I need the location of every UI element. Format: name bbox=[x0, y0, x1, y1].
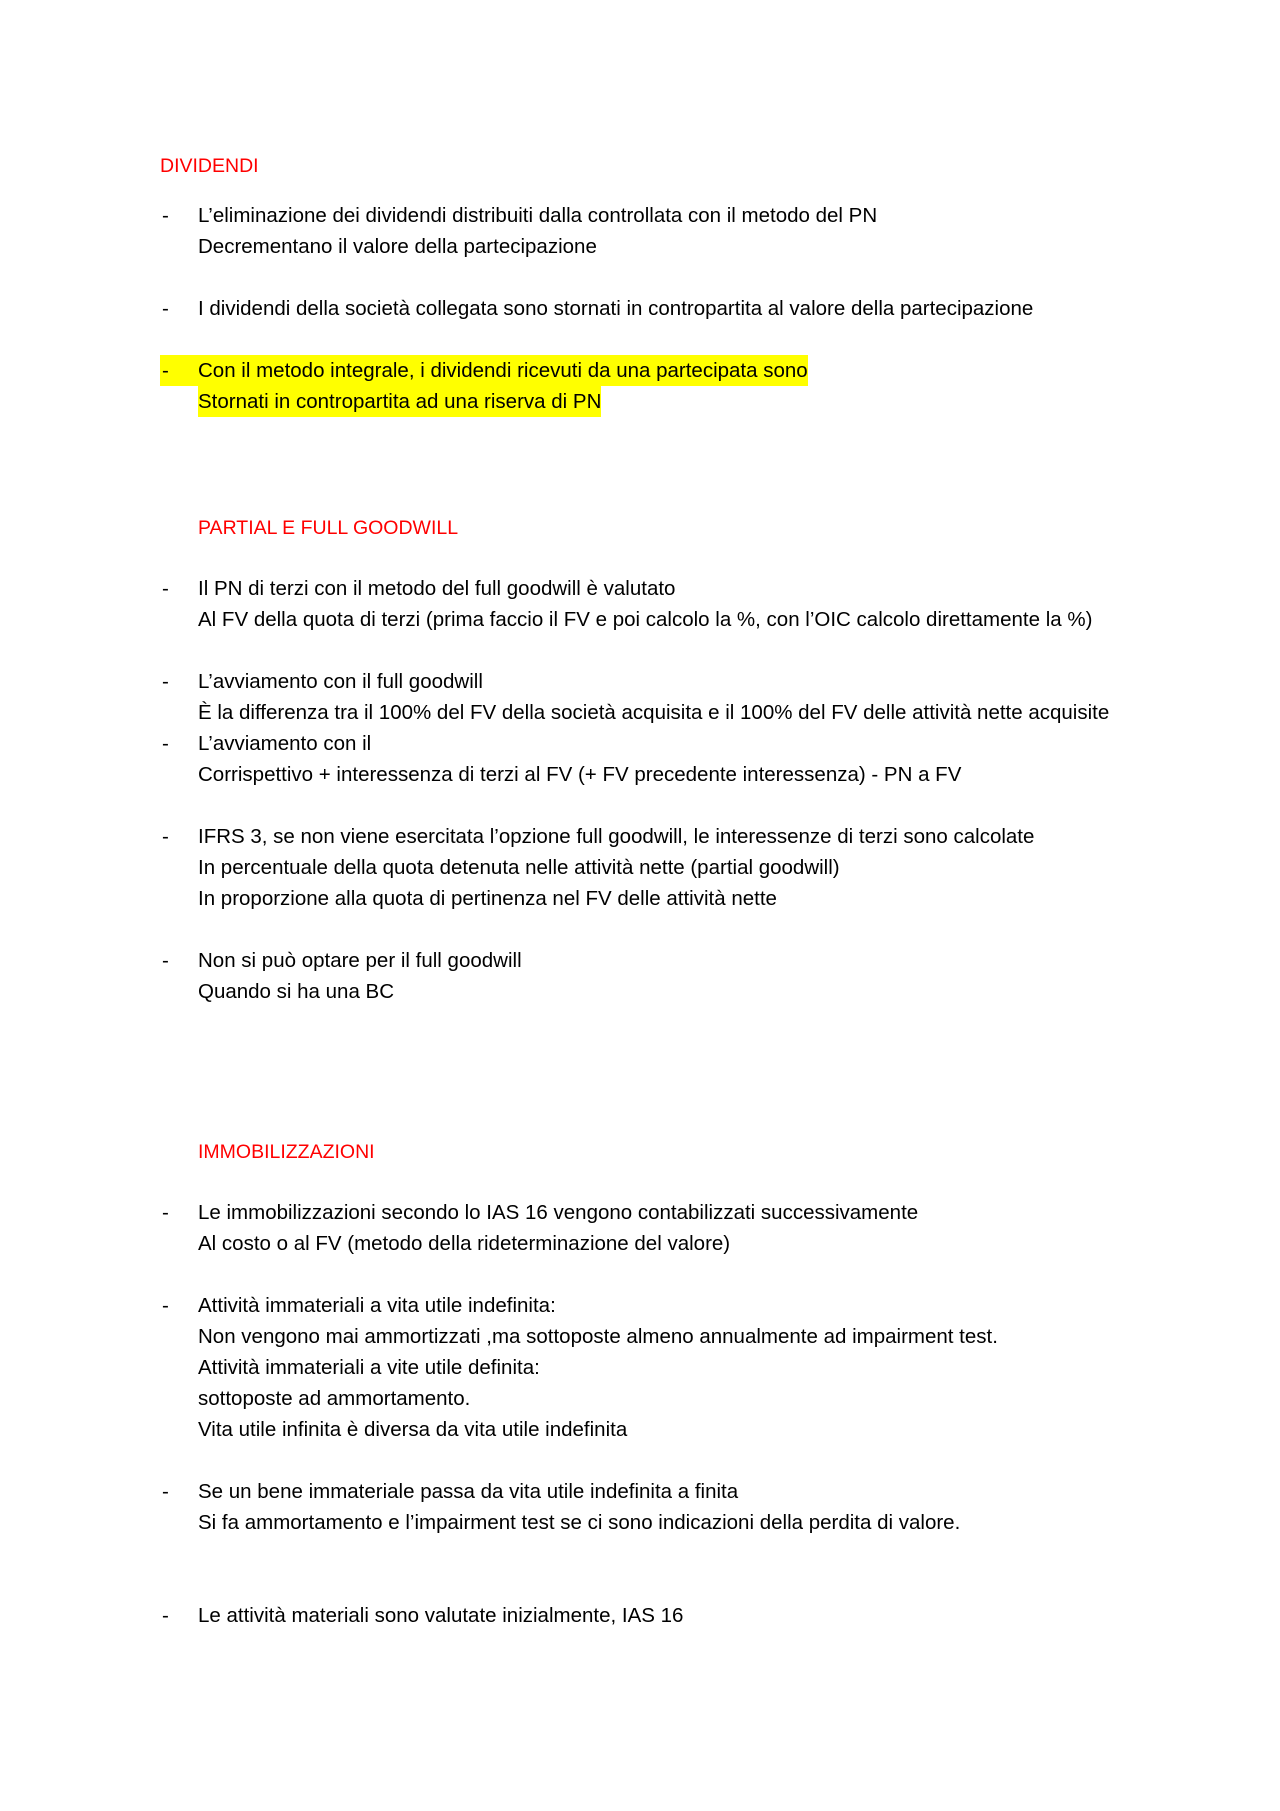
list-item-line: Il PN di terzi con il metodo del full goodwill è valutato bbox=[198, 577, 676, 600]
list-item-line: L’eliminazione dei dividendi distribuiti dalla controllata con il metodo del PN bbox=[198, 204, 878, 227]
list-item-line: Attività immateriali a vita utile indefinita: bbox=[198, 1294, 556, 1317]
list-item-line: L’avviamento con il bbox=[198, 732, 372, 755]
list-item-line: In proporzione alla quota di pertinenza nel FV delle attività nette bbox=[198, 887, 777, 910]
bullet-dash: - bbox=[162, 297, 169, 320]
section-heading-dividendi: DIVIDENDI bbox=[160, 155, 259, 177]
list-item-line: Corrispettivo + interessenza di terzi al FV (+ FV precedente interessenza) - PN a FV bbox=[198, 763, 962, 786]
list-item-line: Decrementano il valore della partecipazione bbox=[198, 235, 597, 258]
list-item-line: Attività immateriali a vite utile definita: bbox=[198, 1356, 540, 1379]
list-item-line: L’avviamento con il full goodwill bbox=[198, 670, 483, 693]
list-item-line: Non vengono mai ammortizzati ,ma sottoposte almeno annualmente ad impairment test. bbox=[198, 1325, 998, 1348]
list-item-line: IFRS 3, se non viene esercitata l’opzione full goodwill, le interessenze di terzi sono calcolate bbox=[198, 825, 1035, 848]
bullet-dash: - bbox=[162, 1604, 169, 1627]
list-item-line: È la differenza tra il 100% del FV della società acquisita e il 100% del FV delle attività nette acquisite bbox=[198, 701, 1110, 724]
bullet-dash: - bbox=[162, 359, 169, 382]
bullet-dash: - bbox=[162, 732, 169, 755]
bullet-dash: - bbox=[162, 1201, 169, 1224]
list-item-line: Al costo o al FV (metodo della rideterminazione del valore) bbox=[198, 1232, 731, 1255]
highlighted-list-item-line: Stornati in contropartita ad una riserva di PN bbox=[198, 386, 601, 417]
bullet-dash: - bbox=[162, 670, 169, 693]
list-item-line: Se un bene immateriale passa da vita utile indefinita a finita bbox=[198, 1480, 739, 1503]
highlighted-list-item-line: Con il metodo integrale, i dividendi ricevuti da una partecipata sono bbox=[198, 355, 808, 386]
list-item-line: In percentuale della quota detenuta nelle attività nette (partial goodwill) bbox=[198, 856, 840, 879]
section-heading-partial-full-goodwill: PARTIAL E FULL GOODWILL bbox=[198, 517, 459, 539]
list-item-line: I dividendi della società collegata sono stornati in contropartita al valore della partecipazione bbox=[198, 297, 1034, 320]
bullet-dash: - bbox=[162, 577, 169, 600]
list-item-line: Si fa ammortamento e l’impairment test se ci sono indicazioni della perdita di valore. bbox=[198, 1511, 961, 1534]
list-item-line: Quando si ha una BC bbox=[198, 980, 395, 1003]
bullet-dash: - bbox=[162, 204, 169, 227]
bullet-dash: - bbox=[162, 1480, 169, 1503]
list-item-line: Le immobilizzazioni secondo lo IAS 16 vengono contabilizzati successivamente bbox=[198, 1201, 919, 1224]
bullet-dash: - bbox=[162, 949, 169, 972]
section-heading-immobilizzazioni: IMMOBILIZZAZIONI bbox=[198, 1141, 375, 1163]
list-item-line: Non si può optare per il full goodwill bbox=[198, 949, 522, 972]
list-item-line: Le attività materiali sono valutate inizialmente, IAS 16 bbox=[198, 1604, 684, 1627]
bullet-dash: - bbox=[162, 825, 169, 848]
bullet-dash: - bbox=[162, 1294, 169, 1317]
list-item-line: Vita utile infinita è diversa da vita utile indefinita bbox=[198, 1418, 628, 1441]
list-item-line: Al FV della quota di terzi (prima faccio il FV e poi calcolo la %, con l’OIC calcolo direttamente la %) bbox=[198, 608, 1093, 631]
list-item-line: sottoposte ad ammortamento. bbox=[198, 1387, 471, 1410]
